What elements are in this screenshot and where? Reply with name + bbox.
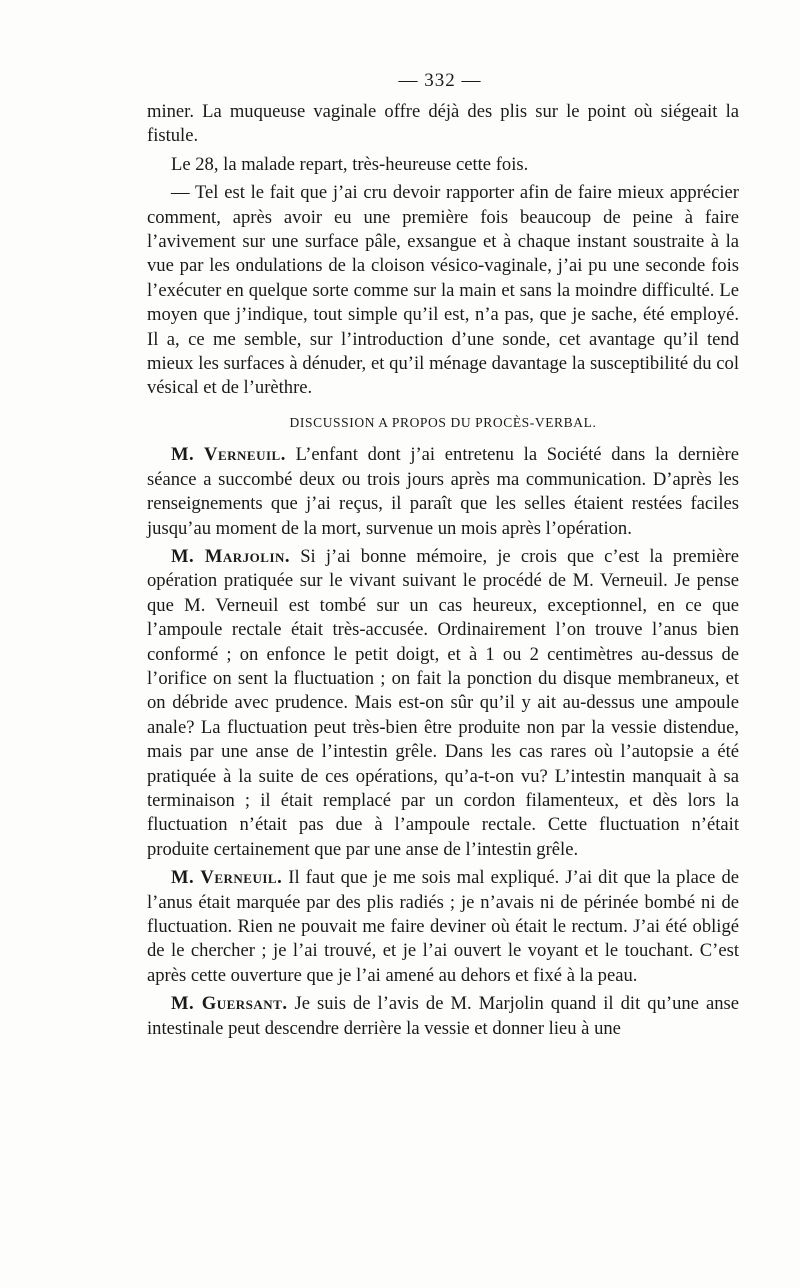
speech-text: Je suis de l’avis de M. Marjolin quand il dit qu’une anse intestinale peut descendre derrière la vessie et donner lieu à une: [147, 993, 739, 1039]
speaker-name: M. Marjolin.: [171, 545, 291, 567]
paragraph: — Tel est le fait que j’ai cru devoir rapporter afin de faire mieux apprécier comment, après avoir eu une première fois beaucoup de peine à faire l’avivement sur une surface pâle, exsangue et à chaque instant soustraite à la vue par les ondulations de la cloison vésico-vaginale, j’ai pu une seconde fois l’exécuter en quelque sorte comme sur la main et sans la moindre difficulté. Le moyen que j’indique, tout simple qu’il est, n’a pas, que je sache, été employé. Il a, ce me semble, sur l’introduction d’une sonde, cet avantage qu’il tend mieux les surfaces à dénuder, et qu’il ménage davantage la susceptibilité du col vésical et de l’urèthre.: [147, 182, 739, 399]
paragraph: Le 28, la malade repart, très-heureuse cette fois.: [171, 153, 529, 175]
speech-paragraph: [147, 545, 739, 862]
speaker-name: M. Guersant.: [171, 993, 288, 1015]
speech-text: Il faut que je me sois mal expliqué. J’ai dit que la place de l’anus était marquée par des plis radiés ; je n’avais ni de périnée bombé ni de fluctuation. Rien ne pouvait me faire deviner où était le rectum. J’ai été obligé de le chercher ; je l’ai trouvé, et je l’ai ouvert le voyant et le touchant. C’est après cette ouverture que je l’ai amené au dehors et fixé à la peau.: [147, 867, 739, 986]
speech-paragraph: [147, 443, 739, 541]
speech-paragraph: [147, 992, 739, 1041]
text-body: [147, 100, 739, 1045]
speech-text: L’enfant dont j’ai entretenu la Société dans la dernière séance a succombé deux ou trois jours après ma communication. D’après les renseignements que j’ai reçus, il paraît que les selles étaient restées faciles jusqu’au moment de la mort, survenue un mois après l’opération.: [147, 444, 739, 539]
paragraph-continued: miner. La muqueuse vaginale offre déjà des plis sur le point où siégeait la fistule.: [147, 101, 739, 147]
speaker-name: M. Verneuil.: [171, 867, 283, 889]
section-heading: DISCUSSION A PROPOS DU PROCÈS-VERBAL.: [289, 414, 597, 430]
page-number: — 332 —: [398, 70, 482, 91]
speech-text: Si j’ai bonne mémoire, je crois que c’est la première opération pratiquée sur le vivant suivant le procédé de M. Verneuil. Je pense que M. Verneuil est tombé sur un cas heureux, exceptionnel, en ce que l’ampoule rectale était très-accusée. Ordinairement l’on trouve l’anus bien conformé ; on enfonce le petit doigt, et à 1 ou 2 centimètres au-dessus de l’orifice on sent la fluctuation ; on fait la ponction du disque membraneux, et on débride avec prudence. Mais est-on sûr qu’il y ait au-dessus une ampoule anale? La fluctuation peut très-bien être produite non par la vessie distendue, mais par une anse de l’intestin grêle. Dans les cas rares où l’autopsie a été pratiquée à la suite de ces opérations, qu’a-t-on vu? L’intestin manquait à sa terminaison ; il était remplacé par un cordon filamenteux, et dès lors la fluctuation n’était pas due à l’ampoule rectale. Cette fluctuation n’était produite certainement que par une anse de l’intestin grêle.: [147, 545, 739, 860]
speech-paragraph: [147, 866, 739, 988]
speaker-name: M. Verneuil.: [171, 444, 286, 466]
